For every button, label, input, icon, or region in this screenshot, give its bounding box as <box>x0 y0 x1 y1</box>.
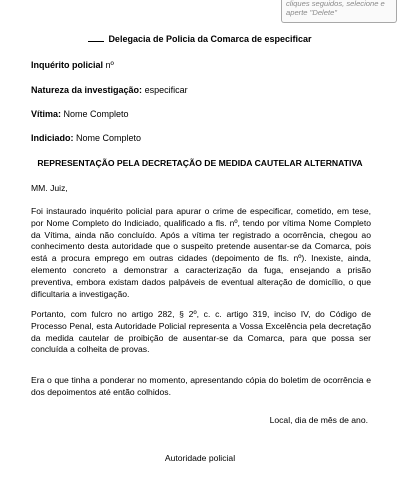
field-vitima <box>31 108 129 120</box>
field-indiciado-value: Nome Completo <box>76 133 142 143</box>
field-indiciado-label: Indiciado: <box>31 133 74 143</box>
paragraph-1: Foi instaurado inquérito policial para apurar o crime de especificar, cometido, em tese, por Nome Completo do Indiciado, qualificado a fls. nº, tendo por vítima Nome Completo da Vítima, ainda não concluído. Após a vítima ter registrado a ocorrência, chegou ao conhecimento desta autoridade que o suspeito pretende ausentar-se da Comarca, pois está a procura emprego em outras cidades (depoimento de fls. nº). Inexiste, ainda, elemento concreto a demonstrar a caracterização da fuga, ensejando a prisão preventiva, embora existam dados palpáveis de eventual alteração de domicílio, o que dificultaria a investigação. <box>31 206 371 299</box>
paragraph-2: Portanto, com fulcro no artigo 282, § 2º, c. c. artigo 319, inciso IV, do Código de Processo Penal, esta Autoridade Policial representa a Vossa Excelência pela decretação da medida cautelar de proibição de ausentar-se da Comarca, para que possa ser concluída a colheita de provas. <box>31 309 371 355</box>
field-inquerito-value: nº <box>105 60 114 70</box>
instruction-note-line-1: cliques seguidos, selecione e <box>286 0 385 8</box>
paragraph-3: Era o que tinha a ponderar no momento, apresentando cópia do boletim de ocorrência e dos depoimentos até então colhidos. <box>31 375 371 397</box>
instruction-note-line-2: aperte "Delete" <box>286 8 337 17</box>
document-title: REPRESENTAÇÃO PELA DECRETAÇÃO DE MEDIDA CAUTELAR ALTERNATIVA <box>37 158 363 168</box>
field-natureza-label: Natureza da investigação: <box>31 85 143 95</box>
blank-line <box>88 32 104 42</box>
field-vitima-value: Nome Completo <box>63 109 129 119</box>
field-inquerito <box>31 59 114 71</box>
field-vitima-label: Vítima: <box>31 109 62 119</box>
salutation: MM. Juiz, <box>31 183 68 193</box>
field-natureza <box>31 84 188 96</box>
instruction-note <box>281 0 397 23</box>
field-inquerito-label: Inquérito policial <box>31 60 104 70</box>
delegacia-heading <box>0 32 400 45</box>
place-date: Local, dia de mês de ano. <box>269 415 368 425</box>
delegacia-text: Delegacia de Policia da Comarca de especificar <box>108 34 312 44</box>
field-natureza-value: especificar <box>144 85 188 95</box>
field-indiciado <box>31 132 141 144</box>
signature: Autoridade policial <box>164 453 236 463</box>
